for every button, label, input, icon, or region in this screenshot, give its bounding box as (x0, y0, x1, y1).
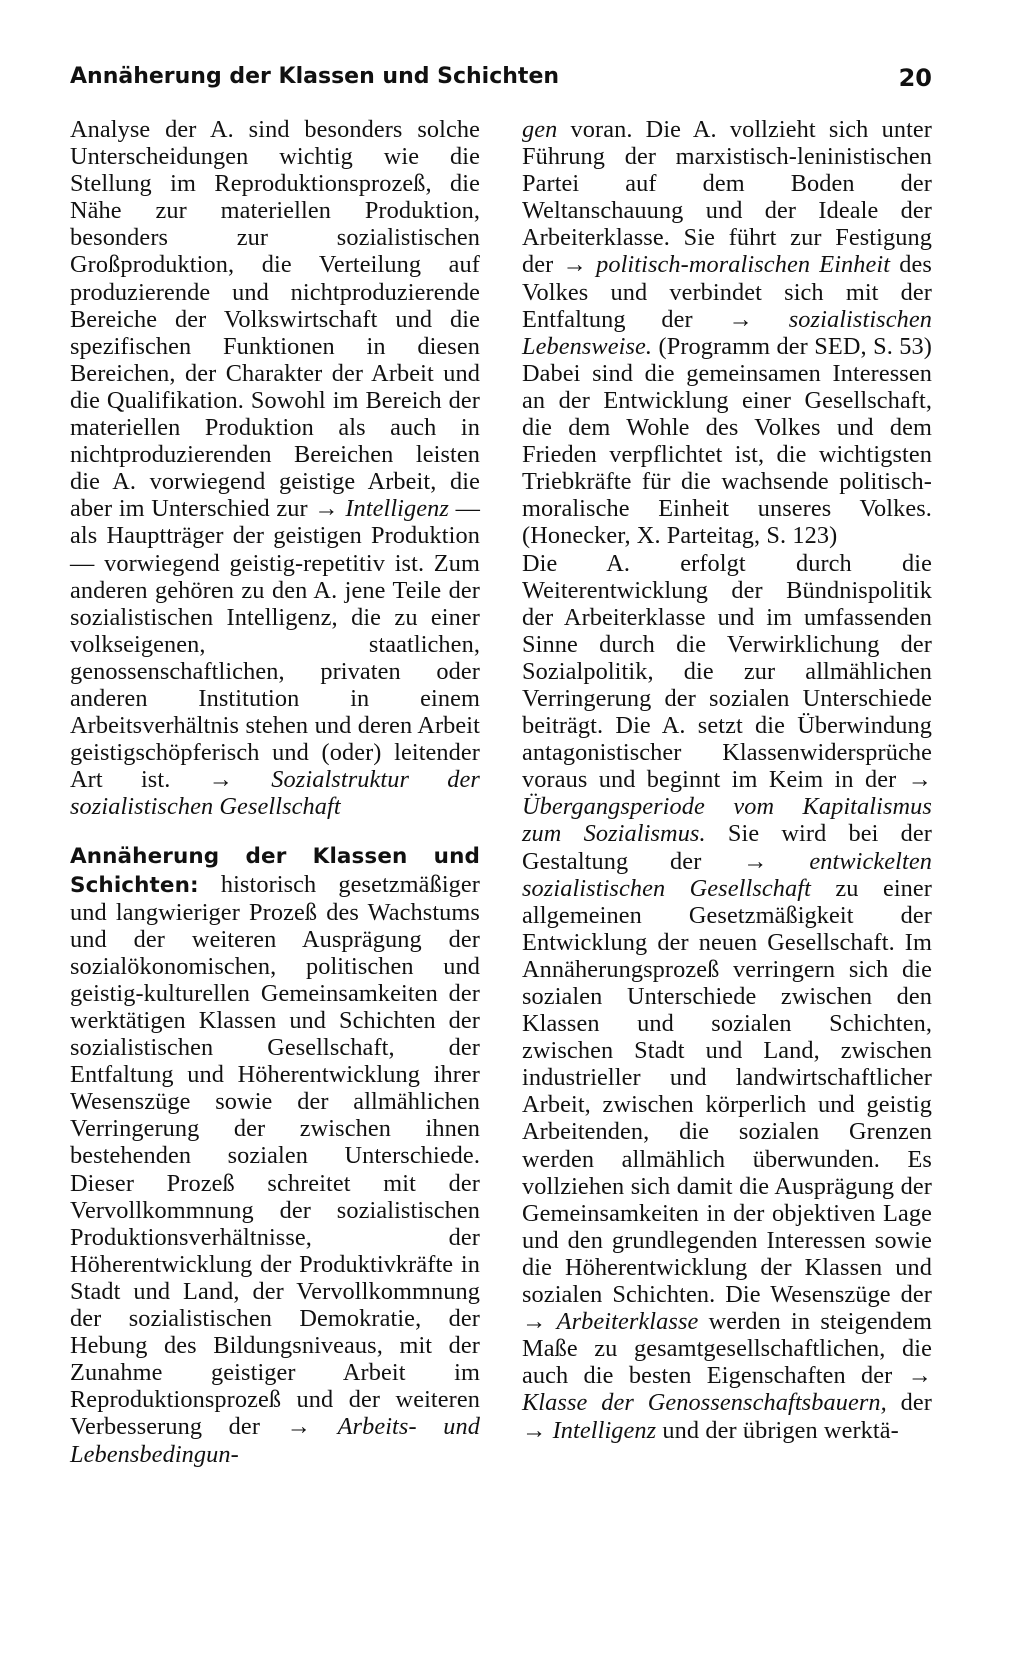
cross-reference: gen (522, 116, 558, 143)
cross-reference: Intelligenz (345, 495, 449, 523)
text-run: — als Hauptträger der geistigen Produktion — vorwiegend geistig-repetitiv ist. Zum anderen gehören zu den A. jene Teile der sozialistischen Intelligenz, die zu einer volkseigenen, staatlichen, genossenschaftlichen, privaten oder anderen Institution in einem Arbeitsverhältnis stehen und deren Arbeit geistigschöpferisch und (oder) leitender Art ist. → (70, 495, 480, 794)
text-run: des Volkes und verbindet sich mit der Entfaltung der → (522, 251, 932, 333)
cross-reference: entwickelten sozialistischen Gesellschaft (522, 847, 932, 902)
cross-reference: Arbeiterklasse (556, 1308, 699, 1336)
left-column (70, 116, 480, 1468)
text-run: Analyse der A. sind besonders solche Unterscheidungen wichtig wie die Stellung im Reproduktionsprozeß, die Nähe zur materiellen Produktion, besonders zur sozialistischen Großproduktion, die Verteilung auf produzierende und nichtproduzierende Bereiche der Volkswirtschaft und die spezifischen Funktionen in diesen Bereichen, der Charakter der Arbeit und die Qualifikation. Sowohl im Bereich der materiellen Produktion als auch in nichtproduzierenden Bereichen leisten die A. vorwiegend geistige Arbeit, die aber im Unterschied zur → (70, 116, 480, 523)
cross-reference: Sozialstruktur der sozialistischen Gesellschaft (70, 766, 480, 821)
text-run: Die A. erfolgt durch die Weiterentwicklung der Bündnispolitik der Arbeiterklasse und im umfassenden Sinne durch die Verwirklichung der Sozialpolitik, die zur allmählichen Verringerung der sozialen Unterschiede beiträgt. Die A. setzt die Überwindung antagonistischer Klassenwidersprüche voraus und beginnt im Keim in der → (522, 549, 932, 794)
text-run: voran. Die A. vollzieht sich unter Führung der marxistisch-leninistischen Partei auf dem Boden der Weltanschauung und der Ideale der Arbeiterklasse. Sie führt zur Festigung der → (522, 116, 932, 279)
page-number: 20 (898, 64, 932, 92)
text-run: historisch gesetzmäßiger und langwieriger Prozeß des Wachstums und der weiteren Ausprägung der sozialökonomischen, politischen und geistig-kulturellen Gemeinsamkeiten der werktätigen Klassen und Schichten der sozialistischen Gesellschaft, der Entfaltung und Höherentwicklung ihrer Wesenszüge sowie der allmählichen Verringerung der zwischen ihnen bestehenden sozialen Unterschiede. Dieser Prozeß schreitet mit der Vervollkommnung der sozialistischen Produktionsverhältnisse, der Höherentwicklung der Produktivkräfte in Stadt und Land, der Vervollkommnung der sozialistischen Demokratie, der Hebung des Bildungsniveaus, mit der Zunahme geistiger Arbeit im Reproduktionsprozeß und der weiteren Verbesserung der → (70, 870, 480, 1441)
running-title: Annäherung der Klassen und Schichten (70, 64, 560, 89)
text-run: werden in steigendem Maße zu gesamtgesellschaftlichen, die auch die besten Eigenschaften der → (522, 1308, 932, 1390)
entry-headword: Annäherung der Klassen und Schichten: (70, 844, 480, 898)
text-run: der → (522, 1389, 933, 1444)
cross-reference: Klasse der Genossenschaftsbauern, (522, 1389, 887, 1417)
cross-reference: Arbeits- und Lebensbedingun- (70, 1413, 480, 1468)
cross-reference: sozialistischen Lebensweise. (522, 305, 932, 360)
text-run: Sie wird bei der Gestaltung der → (522, 820, 932, 875)
text-run: zu einer allgemeinen Gesetzmäßigkeit der Entwicklung der neuen Gesellschaft. Im Annäherungsprozeß verringern sich die sozialen Unterschiede zwischen den Klassen und sozialen Schichten, zwischen Stadt und Land, zwischen industrieller und landwirtschaftlicher Arbeit, zwischen körperlich und geistig Arbeitenden, die sozialen Grenzen werden allmählich überwunden. Es vollziehen sich damit die Ausprägung der Gemeinsamkeiten in der objektiven Lage und den grundlegenden Interessen sowie die Höherentwicklung der Klassen und sozialen Schichten. Die Wesenszüge der → (522, 874, 932, 1336)
text-run: (Programm der SED, S. 53) Dabei sind die gemeinsamen Interessen an der Entwicklung einer Gesellschaft, die dem Wohle des Volkes und dem Frieden verpflichtet ist, die wichtigsten Triebkräfte für die wachsende politisch-moralische Einheit unseres Volkes. (Honecker, X. Parteitag, S. 123) (522, 332, 932, 550)
cross-reference: Übergangsperiode vom Kapitalismus zum Sozialismus. (522, 793, 932, 848)
dictionary-entry (70, 842, 480, 1467)
cross-reference: politisch-moralischen Einheit (596, 251, 891, 279)
right-paragraph-1 (522, 116, 932, 550)
cross-reference: Intelligenz (552, 1416, 657, 1444)
right-column (522, 116, 932, 1444)
text-run: und der übrigen werktä- (656, 1416, 899, 1444)
left-paragraph-continuation (70, 116, 480, 820)
running-header (70, 60, 932, 96)
right-paragraph-2 (522, 550, 932, 1444)
